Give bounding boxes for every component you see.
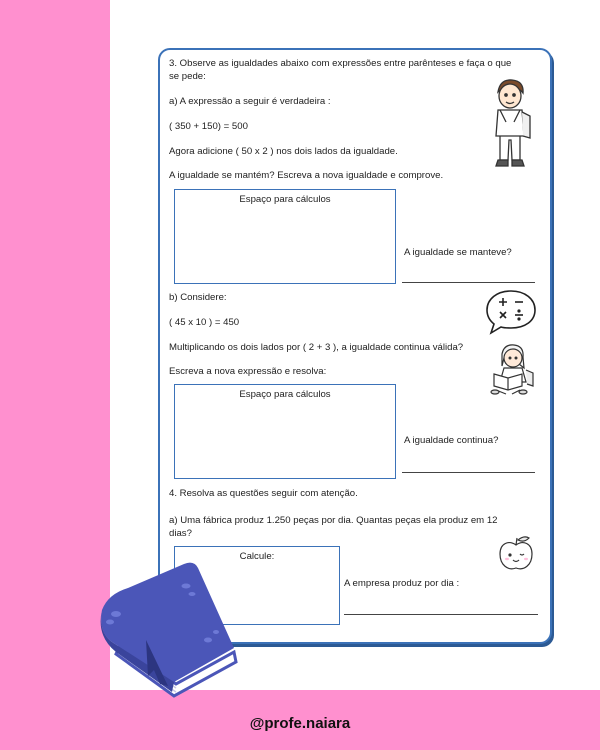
q4a-question-line2: dias? (169, 528, 192, 539)
q3a-answer-line[interactable] (402, 282, 535, 283)
q3b-calc-box[interactable] (174, 384, 396, 479)
q3a-calc-box-label: Espaço para cálculos (239, 194, 331, 205)
q3b-intro: b) Considere: (169, 292, 227, 303)
q3-prompt-line2: se pede: (169, 71, 206, 82)
worksheet-card (158, 48, 552, 644)
q4a-calc-box-label: Calcule: (239, 551, 275, 562)
girl-reading-icon (486, 342, 538, 398)
apple-icon (496, 534, 536, 574)
math-symbols-bubble-icon (484, 288, 538, 336)
q3a-instruction: Agora adicione ( 50 x 2 ) nos dois lados da igualdade. (169, 146, 398, 157)
book-icon (88, 558, 248, 708)
q3a-question: A igualdade se mantém? Escreva a nova igualdade e comprove. (169, 170, 444, 181)
author-handle[interactable]: @profe.naiara (249, 715, 351, 732)
q4-prompt: 4. Resolva as questões seguir com atenção. (169, 488, 358, 499)
q3b-expression: ( 45 x 10 ) = 450 (169, 317, 240, 328)
q4a-answer-line[interactable] (344, 614, 538, 615)
q3a-calc-box[interactable] (174, 189, 396, 284)
q3a-expression: ( 350 + 150) = 500 (169, 121, 248, 132)
q3a-answer-prompt: A igualdade se manteve? (404, 247, 512, 258)
boy-student-icon (486, 76, 534, 172)
q3b-answer-line[interactable] (402, 472, 535, 473)
q3b-instruction: Escreva a nova expressão e resolva: (169, 366, 327, 377)
q4a-question-line1: a) Uma fábrica produz 1.250 peças por dia. Quantas peças ela produz em 12 (169, 515, 498, 526)
q3b-statement: Multiplicando os dois lados por ( 2 + 3 ), a igualdade continua válida? (169, 342, 464, 353)
q4a-answer-prompt: A empresa produz por dia : (344, 578, 460, 589)
q3-prompt-line1: 3. Observe as igualdades abaixo com expressões entre parênteses e faça o que (169, 58, 512, 69)
q3b-calc-box-label: Espaço para cálculos (239, 389, 331, 400)
q3a-intro: a) A expressão a seguir é verdadeira : (169, 96, 331, 107)
q3b-answer-prompt: A igualdade continua? (404, 435, 499, 446)
